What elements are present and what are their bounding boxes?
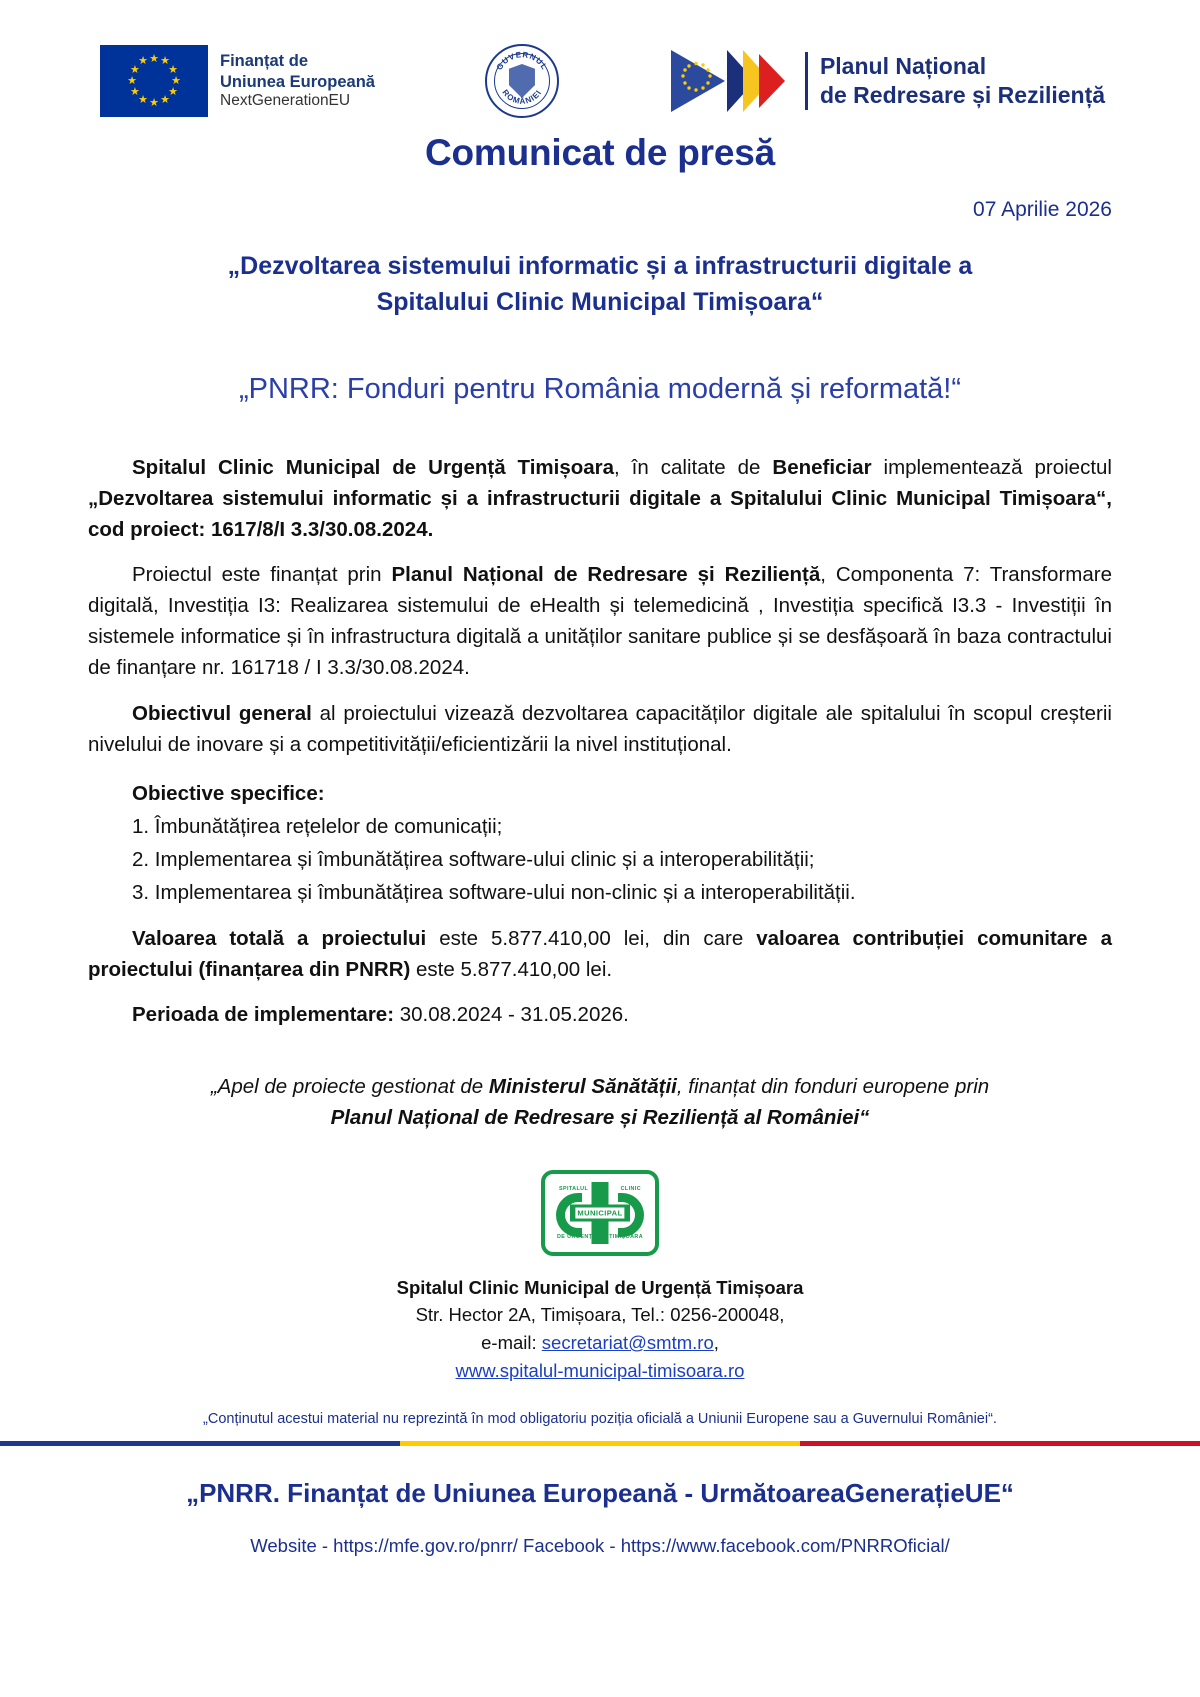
pnrr-program-name: Planul Național de Redresare și Reziliență <box>391 562 821 586</box>
project-title <box>110 248 1090 321</box>
hospital-logo-label-middle: MUNICIPAL <box>577 1208 623 1217</box>
hospital-logo-label-bottom-left: DE URGENȚĂ <box>557 1233 597 1240</box>
publication-date: 07 Aprilie 2026 <box>973 198 1112 221</box>
eu-star-icon: ★ <box>168 85 178 98</box>
government-seal-icon <box>485 44 559 118</box>
list-item: 3. Implementarea și îmbunătățirea software-ului non-clinic și a interoperabilității. <box>132 881 856 905</box>
managing-authority-quote <box>110 1072 1090 1134</box>
project-title-line2: Spitalului Clinic Municipal Timișoara“ <box>376 288 824 317</box>
pnrr-logo-line2: de Redresare și Reziliență <box>819 82 1106 108</box>
eu-star-icon: ★ <box>149 52 159 65</box>
paragraph-beneficiary <box>88 452 1112 545</box>
eu-contribution-label: valoarea contribuției comunitare a proiectului (finanțarea din PNRR) <box>88 926 1112 981</box>
quote-line1 <box>110 1072 1090 1103</box>
hospital-logo-label-bottom-right: TIMIȘOARA <box>609 1233 643 1240</box>
pnrr-divider <box>805 52 808 110</box>
beneficiary-role: Beneficiar <box>772 455 872 479</box>
eu-star-icon: ★ <box>160 55 170 68</box>
hospital-logo-label-top-left: SPITALUL <box>559 1185 589 1192</box>
hospital-logo-wrap <box>0 1170 1200 1256</box>
contact-email-label: e-mail: <box>481 1332 542 1353</box>
legal-disclaimer: „Conținutul acestui material nu reprezintă în mod obligatoriu poziția oficială a Uniunii Europene sau a Guvernului României“. <box>203 1410 997 1427</box>
footer-links: Website - https://mfe.gov.ro/pnrr/ Facebook - https://www.facebook.com/PNRROficial/ <box>250 1534 950 1556</box>
svg-text:GUVERNUL: GUVERNUL <box>494 50 550 72</box>
quote-text-c: , finanțat din fonduri europene prin <box>676 1075 990 1098</box>
pnrr-slogan: „PNRR: Fonduri pentru România modernă și reformată!“ <box>238 372 962 405</box>
total-value-label: Valoarea totală a proiectului <box>132 926 427 950</box>
eu-flag-icon <box>100 45 208 117</box>
eu-star-icon: ★ <box>138 55 148 68</box>
tricolor-red-segment <box>800 1441 1200 1446</box>
contact-website-link[interactable]: www.spitalul-municipal-timisoara.ro <box>455 1359 745 1381</box>
eu-logo-line2: Uniunea Europeană <box>220 72 375 91</box>
p1-text1: , în calitate de <box>614 455 773 479</box>
seal-arc-text <box>487 46 557 116</box>
project-title-line1: „Dezvoltarea sistemului informatic și a infrastructurii digitale a <box>227 252 973 280</box>
beneficiary-name: Spitalul Clinic Municipal de Urgență Timișoara <box>132 455 615 479</box>
p2-text1: Proiectul este finanțat prin <box>132 562 392 586</box>
project-code: „Dezvoltarea sistemului informatic și a infrastructurii digitale a Spitalului Clinic Municipal Timișoara“, cod proiect: 1617/8/I 3.3/30.08.2024. <box>88 486 1112 541</box>
list-item: 2. Implementarea și îmbunătățirea software-ului clinic și a interoperabilității; <box>132 848 815 872</box>
romanian-government-logo <box>485 44 559 118</box>
page-title: Comunicat de presă <box>424 132 776 173</box>
eu-star-icon: ★ <box>130 63 140 76</box>
specific-objectives-heading: Obiective specifice: <box>132 781 325 805</box>
quote-line2: Planul Național de Redresare și Reziliență al României“ <box>330 1105 870 1129</box>
contact-email-line <box>0 1329 1200 1357</box>
implementation-period-value: 30.08.2024 - 31.05.2026. <box>394 1002 629 1026</box>
eu-star-icon: ★ <box>127 74 137 87</box>
p2-text2: , Componenta 7: Transformare digitală, Investiția I3: Realizarea sistemului de eHealth și telemedicină , Investiția specifică I3.3 - Investiții în sistemele informatice și în infrastructura digitală a unităților sanitare publice și se desfășoară în baza contractului de finanțare nr. 161718 / I 3.3/30.08.2024. <box>88 562 1112 680</box>
paragraph-general-objective <box>88 698 1112 760</box>
logo-bar <box>0 0 1200 109</box>
contact-email-link[interactable]: secretariat@smtm.ro <box>541 1332 714 1353</box>
eu-logo-line3: NextGenerationEU <box>220 91 351 109</box>
eu-star-icon: ★ <box>130 85 140 98</box>
footer-title: „PNRR. Finanțat de Uniunea Europeană - UrmătoareaGenerațieUE“ <box>186 1477 1014 1508</box>
contact-block <box>0 1274 1200 1385</box>
p4-text2: este 5.877.410,00 lei. <box>410 957 613 981</box>
eu-star-icon: ★ <box>149 96 159 109</box>
p3-text1: al proiectului vizează dezvoltarea capacităților digitale ale spitalului în scopul creșterii nivelului de inovare și a competitivității/eficientizării la nivel instituțional. <box>88 701 1112 756</box>
tricolor-divider <box>0 1441 1200 1446</box>
list-item: 1. Îmbunătățirea rețelelor de comunicații; <box>132 815 503 839</box>
implementation-period-label: Perioada de implementare: <box>132 1002 395 1026</box>
paragraph-financing <box>88 559 1112 684</box>
paragraph-project-value <box>88 923 1112 985</box>
ministry-name: Ministerul Sănătății <box>488 1075 677 1098</box>
eu-funding-logo <box>100 45 375 117</box>
eu-logo-line1: Finanțat de <box>220 52 309 71</box>
contact-website-line <box>0 1357 1200 1385</box>
tricolor-yellow-segment <box>400 1441 800 1446</box>
p1-text2: implementează proiectul <box>871 455 1112 479</box>
body-content <box>88 452 1112 1031</box>
tricolor-blue-segment <box>0 1441 400 1446</box>
contact-organization: Spitalul Clinic Municipal de Urgență Timișoara <box>396 1276 804 1298</box>
eu-star-icon: ★ <box>168 63 178 76</box>
pnrr-arrows-icon <box>667 44 797 118</box>
quote-text-a: „Apel de proiecte gestionat de <box>210 1075 489 1098</box>
p4-text1: este 5.877.410,00 lei, din care <box>426 926 757 950</box>
eu-logo-text <box>220 51 375 110</box>
pnrr-logo-line1: Planul Național <box>819 53 987 80</box>
general-objective-label: Obiectivul general <box>132 701 312 725</box>
paragraph-implementation-period <box>88 999 1112 1030</box>
eu-star-icon: ★ <box>171 74 181 87</box>
svg-text:ROMÂNIEI: ROMÂNIEI <box>500 87 544 106</box>
eu-star-icon: ★ <box>138 93 148 106</box>
hospital-logo-icon <box>541 1170 659 1256</box>
contact-email-suffix: , <box>713 1332 719 1353</box>
pnrr-logo <box>667 44 1105 118</box>
specific-objectives-list <box>88 811 1112 908</box>
contact-address: Str. Hector 2A, Timișoara, Tel.: 0256-200048, <box>415 1304 785 1326</box>
eu-star-icon: ★ <box>160 93 170 106</box>
hospital-logo-label-top-right: CLINIC <box>620 1185 641 1192</box>
pnrr-logo-text <box>820 52 1105 109</box>
